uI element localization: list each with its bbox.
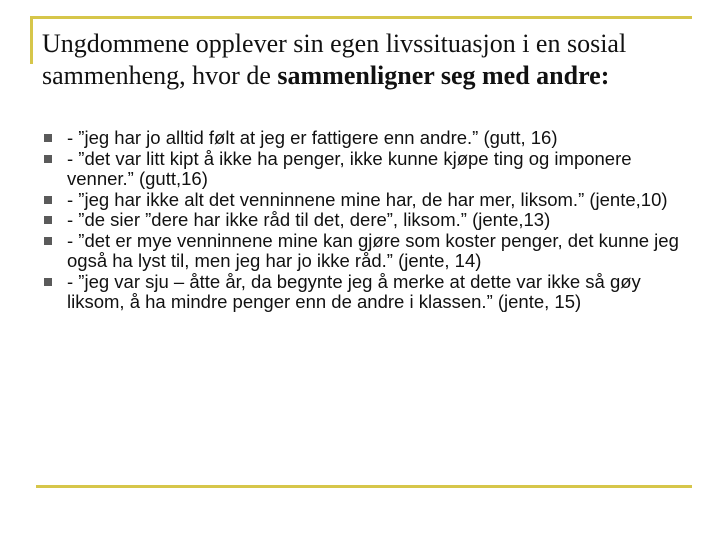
list-item (42, 128, 682, 149)
title-plain-text: Ungdommene opplever sin egen livssituasjon i en sosial sammenheng, hvor de (42, 29, 627, 90)
square-bullet-icon (44, 278, 52, 286)
quote-text: - ”de sier ”dere har ikke råd til det, dere”, liksom.” (jente,13) (67, 209, 551, 230)
quote-list (42, 128, 682, 313)
quote-text: - ”det var litt kipt å ikke ha penger, ikke kunne kjøpe ting og imponere venner.” (gutt,16) (67, 147, 632, 189)
square-bullet-icon (44, 237, 52, 245)
list-item (42, 231, 682, 272)
quote-text: - ”jeg har ikke alt det venninnene mine har, de har mer, liksom.” (jente,10) (67, 188, 668, 210)
list-item (42, 272, 682, 313)
quote-text: - ”jeg har jo alltid følt at jeg er fattigere enn andre.” (gutt, 16) (67, 127, 558, 148)
title-end-text: : (600, 61, 610, 90)
title-bold-text: sammenligner seg med andre (277, 61, 601, 90)
quote-text: - ”det er mye venninnene mine kan gjøre som koster penger, det kunne jeg også ha lyst til, men jeg har jo ikke råd.” (jente, 14) (67, 229, 679, 271)
square-bullet-icon (44, 216, 52, 224)
slide-title (42, 28, 682, 92)
list-item (42, 190, 682, 211)
left-border-line (30, 16, 33, 64)
bottom-border-line (36, 485, 692, 488)
quote-text: - ”jeg var sju – åtte år, da begynte jeg å merke at dette var ikke så gøy liksom, å ha mindre penger enn de andre i klassen.” (jente, 15) (67, 270, 641, 312)
square-bullet-icon (44, 134, 52, 142)
list-item (42, 210, 682, 231)
square-bullet-icon (44, 155, 52, 163)
top-border-line (30, 16, 692, 19)
list-item (42, 149, 682, 190)
square-bullet-icon (44, 196, 52, 204)
